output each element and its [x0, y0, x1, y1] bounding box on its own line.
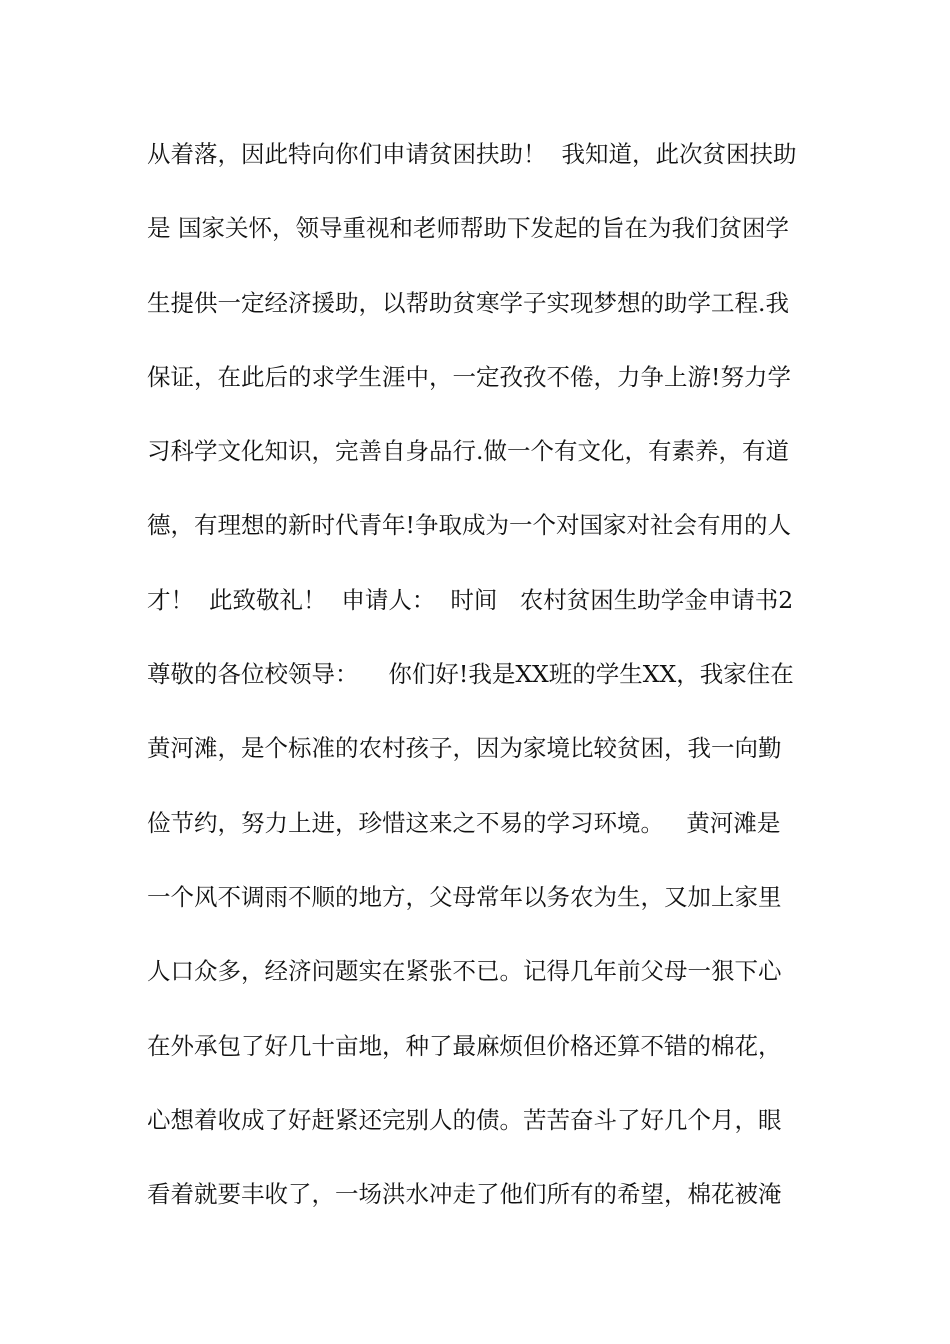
text-line: 在外承包了好几十亩地，种了最麻烦但价格还算不错的棉花， [147, 1031, 782, 1060]
text-line: 习科学文化知识，完善自身品行.做一个有文化，有素养，有道 [147, 437, 789, 466]
text-line: 一个风不调雨不顺的地方，父母常年以务农为生，又加上家里 [147, 882, 782, 911]
text-line: 德，有理想的新时代青年!争取成为一个对国家对社会有用的人 [147, 511, 791, 540]
text-line: 是 国家关怀，领导重视和老师帮助下发起的旨在为我们贫困学 [147, 214, 789, 243]
text-line: 尊敬的各位校领导： 你们好!我是XX班的学生XX，我家住在 [147, 660, 794, 689]
text-line: 从着落，因此特向你们申请贫困扶助！ 我知道，此次贫困扶助 [147, 140, 797, 168]
text-line: 心想着收成了好赶紧还完别人的债。苦苦奋斗了好几个月，眼 [147, 1105, 782, 1134]
text-line: 保证，在此后的求学生涯中，一定孜孜不倦，力争上游!努力学 [147, 362, 791, 391]
text-line: 才！ 此致敬礼！ 申请人： 时间 农村贫困生助学金申请书2 [147, 585, 794, 614]
text-line: 俭节约，努力上进，珍惜这来之不易的学习环境。 黄河滩是 [147, 808, 781, 837]
text-line: 生提供一定经济援助，以帮助贫寒学子实现梦想的助学工程.我 [147, 288, 789, 317]
text-line: 看着就要丰收了，一场洪水冲走了他们所有的希望，棉花被淹 [147, 1180, 782, 1209]
text-line: 黄河滩，是个标准的农村孩子，因为家境比较贫困，我一向勤 [147, 734, 782, 763]
body-text [147, 128, 817, 1242]
text-line: 人口众多，经济问题实在紧张不已。记得几年前父母一狠下心 [147, 957, 782, 986]
